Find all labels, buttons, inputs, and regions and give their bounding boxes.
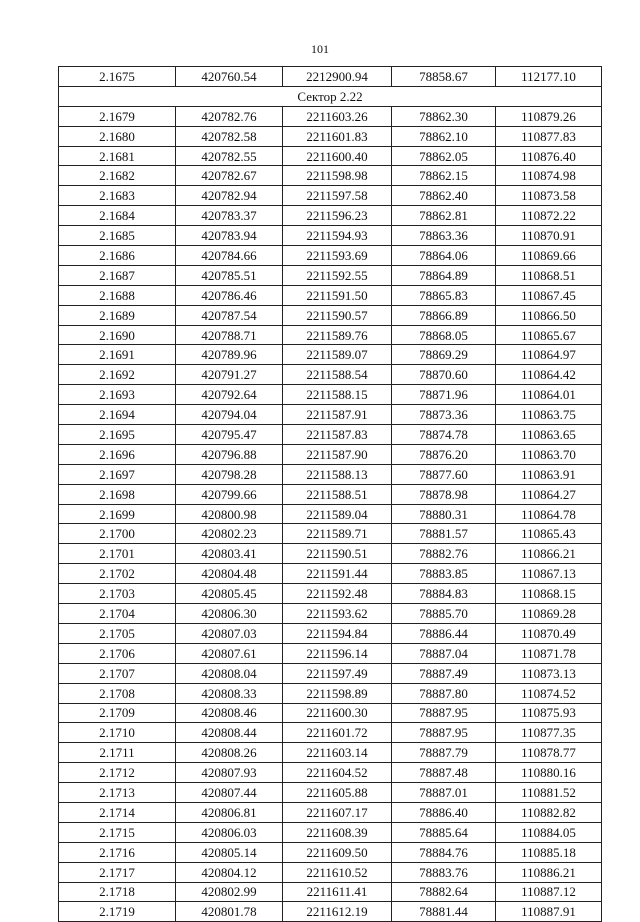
point-id-cell: 2.1679 (59, 106, 176, 126)
coord-y-cell: 2211593.69 (283, 246, 392, 266)
coord-x-cell: 420807.03 (176, 623, 283, 643)
coord-y-cell: 2211589.76 (283, 325, 392, 345)
table-row (59, 484, 602, 504)
coord-x-cell: 420804.48 (176, 564, 283, 584)
coord-y-cell: 2211590.51 (283, 544, 392, 564)
point-id-cell: 2.1705 (59, 623, 176, 643)
coord-y-cell: 2211589.04 (283, 504, 392, 524)
local-y-cell: 110864.78 (496, 504, 602, 524)
table-row (59, 444, 602, 464)
table-row (59, 604, 602, 624)
coord-y-cell: 2211593.62 (283, 604, 392, 624)
coord-y-cell: 2211601.72 (283, 723, 392, 743)
local-y-cell: 110878.77 (496, 743, 602, 763)
coord-y-cell: 2211588.51 (283, 484, 392, 504)
table-row (59, 365, 602, 385)
local-y-cell: 110865.43 (496, 524, 602, 544)
local-y-cell: 110886.21 (496, 862, 602, 882)
local-x-cell: 78866.89 (392, 305, 496, 325)
local-x-cell: 78887.01 (392, 783, 496, 803)
coord-y-cell: 2211608.39 (283, 822, 392, 842)
point-id-cell: 2.1693 (59, 385, 176, 405)
coord-y-cell: 2211603.26 (283, 106, 392, 126)
page-number: 101 (311, 42, 329, 56)
coord-x-cell: 420803.41 (176, 544, 283, 564)
point-id-cell: 2.1709 (59, 703, 176, 723)
table-row (59, 703, 602, 723)
local-y-cell: 110879.26 (496, 106, 602, 126)
local-x-cell: 78870.60 (392, 365, 496, 385)
local-y-cell: 110880.16 (496, 763, 602, 783)
coord-x-cell: 420783.94 (176, 226, 283, 246)
coord-x-cell: 420782.67 (176, 166, 283, 186)
coord-x-cell: 420808.46 (176, 703, 283, 723)
coord-y-cell: 2211612.19 (283, 902, 392, 922)
point-id-cell: 2.1717 (59, 862, 176, 882)
point-id-cell: 2.1715 (59, 822, 176, 842)
table-row (59, 464, 602, 484)
local-y-cell: 110871.78 (496, 643, 602, 663)
local-x-cell: 78862.05 (392, 146, 496, 166)
point-id-cell: 2.1703 (59, 584, 176, 604)
local-y-cell: 110870.91 (496, 226, 602, 246)
table-row (59, 584, 602, 604)
point-id-cell: 2.1696 (59, 444, 176, 464)
local-x-cell: 78881.44 (392, 902, 496, 922)
coord-x-cell: 420808.04 (176, 663, 283, 683)
point-id-cell: 2.1684 (59, 206, 176, 226)
table-row (59, 623, 602, 643)
local-x-cell: 78887.49 (392, 663, 496, 683)
point-id-cell: 2.1699 (59, 504, 176, 524)
coord-y-cell: 2211591.50 (283, 285, 392, 305)
table-row (59, 524, 602, 544)
local-y-cell: 110865.67 (496, 325, 602, 345)
table-row (59, 763, 602, 783)
coord-x-cell: 420784.66 (176, 246, 283, 266)
local-y-cell: 110870.49 (496, 623, 602, 643)
local-x-cell: 78886.40 (392, 802, 496, 822)
table-row (59, 325, 602, 345)
coord-x-cell: 420808.44 (176, 723, 283, 743)
local-x-cell: 78882.64 (392, 882, 496, 902)
local-y-cell: 110863.70 (496, 444, 602, 464)
coord-y-cell: 2211597.49 (283, 663, 392, 683)
coord-x-cell: 420808.33 (176, 683, 283, 703)
point-id-cell: 2.1683 (59, 186, 176, 206)
sector-label: Сектор 2.22 (59, 86, 602, 106)
coord-y-cell: 2211604.52 (283, 763, 392, 783)
local-x-cell: 78882.76 (392, 544, 496, 564)
table-row (59, 743, 602, 763)
local-y-cell: 110873.13 (496, 663, 602, 683)
local-y-cell: 110877.83 (496, 126, 602, 146)
coord-y-cell: 2211597.58 (283, 186, 392, 206)
coord-y-cell: 2211596.23 (283, 206, 392, 226)
coord-x-cell: 420788.71 (176, 325, 283, 345)
coord-y-cell: 2211594.84 (283, 623, 392, 643)
local-x-cell: 78873.36 (392, 405, 496, 425)
local-x-cell: 78862.15 (392, 166, 496, 186)
table-row (59, 146, 602, 166)
local-y-cell: 110868.51 (496, 265, 602, 285)
local-x-cell: 78885.70 (392, 604, 496, 624)
coord-x-cell: 420782.94 (176, 186, 283, 206)
local-y-cell: 110876.40 (496, 146, 602, 166)
table-row (59, 862, 602, 882)
coord-x-cell: 420805.14 (176, 842, 283, 862)
coord-y-cell: 2211592.55 (283, 265, 392, 285)
point-id-cell: 2.1687 (59, 265, 176, 285)
coord-x-cell: 420796.88 (176, 444, 283, 464)
coord-x-cell: 420794.04 (176, 405, 283, 425)
local-x-cell: 78864.06 (392, 246, 496, 266)
coord-x-cell: 420789.96 (176, 345, 283, 365)
local-y-cell: 110867.45 (496, 285, 602, 305)
point-id-cell: 2.1711 (59, 743, 176, 763)
coord-y-cell: 2211592.48 (283, 584, 392, 604)
local-y-cell: 110863.75 (496, 405, 602, 425)
local-y-cell: 110874.52 (496, 683, 602, 703)
point-id-cell: 2.1716 (59, 842, 176, 862)
point-id-cell: 2.1691 (59, 345, 176, 365)
table-row (59, 385, 602, 405)
local-y-cell: 110866.21 (496, 544, 602, 564)
local-x-cell: 78880.31 (392, 504, 496, 524)
point-id-cell: 2.1701 (59, 544, 176, 564)
point-id-cell: 2.1695 (59, 425, 176, 445)
local-y-cell: 110864.27 (496, 484, 602, 504)
local-y-cell: 110868.15 (496, 584, 602, 604)
coord-y-cell: 2211588.13 (283, 464, 392, 484)
coord-x-cell: 420802.23 (176, 524, 283, 544)
local-y-cell: 110863.91 (496, 464, 602, 484)
table-row (59, 842, 602, 862)
local-x-cell: 78862.30 (392, 106, 496, 126)
point-id-cell: 2.1697 (59, 464, 176, 484)
local-y-cell: 112177.10 (496, 67, 602, 87)
table-row (59, 186, 602, 206)
local-x-cell: 78884.83 (392, 584, 496, 604)
local-x-cell: 78862.81 (392, 206, 496, 226)
coord-x-cell: 420787.54 (176, 305, 283, 325)
local-x-cell: 78887.95 (392, 723, 496, 743)
local-y-cell: 110866.50 (496, 305, 602, 325)
point-id-cell: 2.1680 (59, 126, 176, 146)
table-row (59, 206, 602, 226)
local-x-cell: 78868.05 (392, 325, 496, 345)
table-row (59, 643, 602, 663)
coord-x-cell: 420806.03 (176, 822, 283, 842)
coord-y-cell: 2211588.54 (283, 365, 392, 385)
coord-x-cell: 420795.47 (176, 425, 283, 445)
coord-x-cell: 420802.99 (176, 882, 283, 902)
table-row (59, 345, 602, 365)
coord-x-cell: 420807.44 (176, 783, 283, 803)
coord-y-cell: 2211590.57 (283, 305, 392, 325)
coord-x-cell: 420782.55 (176, 146, 283, 166)
point-id-cell: 2.1685 (59, 226, 176, 246)
local-x-cell: 78887.95 (392, 703, 496, 723)
point-id-cell: 2.1702 (59, 564, 176, 584)
table-row (59, 166, 602, 186)
coord-x-cell: 420808.26 (176, 743, 283, 763)
coord-y-cell: 2211601.83 (283, 126, 392, 146)
local-y-cell: 110864.01 (496, 385, 602, 405)
point-id-cell: 2.1712 (59, 763, 176, 783)
coord-x-cell: 420798.28 (176, 464, 283, 484)
coord-x-cell: 420801.78 (176, 902, 283, 922)
table-row (59, 246, 602, 266)
coord-y-cell: 2211596.14 (283, 643, 392, 663)
coord-x-cell: 420791.27 (176, 365, 283, 385)
coord-y-cell: 2211600.30 (283, 703, 392, 723)
point-id-cell: 2.1704 (59, 604, 176, 624)
point-id-cell: 2.1692 (59, 365, 176, 385)
coord-x-cell: 420782.76 (176, 106, 283, 126)
table-row (59, 226, 602, 246)
local-y-cell: 110887.91 (496, 902, 602, 922)
coord-x-cell: 420785.51 (176, 265, 283, 285)
local-x-cell: 78877.60 (392, 464, 496, 484)
table-row (59, 265, 602, 285)
local-y-cell: 110863.65 (496, 425, 602, 445)
local-y-cell: 110885.18 (496, 842, 602, 862)
local-x-cell: 78883.76 (392, 862, 496, 882)
table-row (59, 425, 602, 445)
coord-x-cell: 420804.12 (176, 862, 283, 882)
coord-y-cell: 2211600.40 (283, 146, 392, 166)
table-row (59, 106, 602, 126)
local-x-cell: 78871.96 (392, 385, 496, 405)
coord-y-cell: 2211589.07 (283, 345, 392, 365)
coord-y-cell: 2211603.14 (283, 743, 392, 763)
local-y-cell: 110882.82 (496, 802, 602, 822)
coord-x-cell: 420760.54 (176, 67, 283, 87)
table-row (59, 126, 602, 146)
table-row (59, 683, 602, 703)
local-x-cell: 78886.44 (392, 623, 496, 643)
local-y-cell: 110875.93 (496, 703, 602, 723)
coord-x-cell: 420800.98 (176, 504, 283, 524)
point-id-cell: 2.1714 (59, 802, 176, 822)
local-x-cell: 78863.36 (392, 226, 496, 246)
local-x-cell: 78885.64 (392, 822, 496, 842)
coord-x-cell: 420799.66 (176, 484, 283, 504)
sector-header-row (59, 86, 602, 106)
table-body (59, 67, 602, 922)
local-x-cell: 78887.04 (392, 643, 496, 663)
point-id-cell: 2.1719 (59, 902, 176, 922)
coord-y-cell: 2211587.90 (283, 444, 392, 464)
table-row (59, 663, 602, 683)
point-id-cell: 2.1689 (59, 305, 176, 325)
coord-y-cell: 2211611.41 (283, 882, 392, 902)
point-id-cell: 2.1710 (59, 723, 176, 743)
coord-x-cell: 420807.61 (176, 643, 283, 663)
point-id-cell: 2.1713 (59, 783, 176, 803)
table-row (59, 802, 602, 822)
local-x-cell: 78887.48 (392, 763, 496, 783)
coord-y-cell: 2211609.50 (283, 842, 392, 862)
coord-x-cell: 420806.81 (176, 802, 283, 822)
local-x-cell: 78883.85 (392, 564, 496, 584)
coord-y-cell: 2211587.83 (283, 425, 392, 445)
local-y-cell: 110873.58 (496, 186, 602, 206)
coord-x-cell: 420806.30 (176, 604, 283, 624)
coord-y-cell: 2211598.89 (283, 683, 392, 703)
local-y-cell: 110877.35 (496, 723, 602, 743)
coord-x-cell: 420805.45 (176, 584, 283, 604)
local-x-cell: 78874.78 (392, 425, 496, 445)
coord-x-cell: 420782.58 (176, 126, 283, 146)
point-id-cell: 2.1698 (59, 484, 176, 504)
coord-y-cell: 2211607.17 (283, 802, 392, 822)
local-x-cell: 78862.40 (392, 186, 496, 206)
point-id-cell: 2.1681 (59, 146, 176, 166)
local-x-cell: 78887.80 (392, 683, 496, 703)
coord-y-cell: 2211598.98 (283, 166, 392, 186)
table-row (59, 783, 602, 803)
local-y-cell: 110864.42 (496, 365, 602, 385)
table-row (59, 405, 602, 425)
coord-y-cell: 2211594.93 (283, 226, 392, 246)
table-row (59, 564, 602, 584)
table-row (59, 822, 602, 842)
coord-x-cell: 420786.46 (176, 285, 283, 305)
coord-y-cell: 2211610.52 (283, 862, 392, 882)
local-x-cell: 78878.98 (392, 484, 496, 504)
local-y-cell: 110887.12 (496, 882, 602, 902)
table-row (59, 504, 602, 524)
table-row (59, 544, 602, 564)
local-x-cell: 78876.20 (392, 444, 496, 464)
local-y-cell: 110869.66 (496, 246, 602, 266)
local-y-cell: 110872.22 (496, 206, 602, 226)
local-x-cell: 78869.29 (392, 345, 496, 365)
local-y-cell: 110867.13 (496, 564, 602, 584)
local-y-cell: 110881.52 (496, 783, 602, 803)
coord-y-cell: 2211591.44 (283, 564, 392, 584)
local-y-cell: 110864.97 (496, 345, 602, 365)
coord-y-cell: 2211588.15 (283, 385, 392, 405)
coord-y-cell: 2211587.91 (283, 405, 392, 425)
point-id-cell: 2.1700 (59, 524, 176, 544)
point-id-cell: 2.1686 (59, 246, 176, 266)
coord-x-cell: 420807.93 (176, 763, 283, 783)
local-x-cell: 78865.83 (392, 285, 496, 305)
point-id-cell: 2.1690 (59, 325, 176, 345)
local-y-cell: 110874.98 (496, 166, 602, 186)
local-x-cell: 78884.76 (392, 842, 496, 862)
point-id-cell: 2.1707 (59, 663, 176, 683)
local-x-cell: 78887.79 (392, 743, 496, 763)
point-id-cell: 2.1688 (59, 285, 176, 305)
point-id-cell: 2.1706 (59, 643, 176, 663)
local-y-cell: 110869.28 (496, 604, 602, 624)
local-x-cell: 78864.89 (392, 265, 496, 285)
table-row (59, 882, 602, 902)
table-row (59, 285, 602, 305)
coordinates-table (58, 66, 602, 922)
coord-y-cell: 2211605.88 (283, 783, 392, 803)
point-id-cell: 2.1718 (59, 882, 176, 902)
local-y-cell: 110884.05 (496, 822, 602, 842)
table-row (59, 305, 602, 325)
point-id-cell: 2.1675 (59, 67, 176, 87)
point-id-cell: 2.1694 (59, 405, 176, 425)
coord-x-cell: 420783.37 (176, 206, 283, 226)
table-row (59, 723, 602, 743)
local-x-cell: 78881.57 (392, 524, 496, 544)
coord-y-cell: 2212900.94 (283, 67, 392, 87)
local-x-cell: 78862.10 (392, 126, 496, 146)
point-id-cell: 2.1708 (59, 683, 176, 703)
point-id-cell: 2.1682 (59, 166, 176, 186)
table-row (59, 67, 602, 87)
coord-x-cell: 420792.64 (176, 385, 283, 405)
coord-y-cell: 2211589.71 (283, 524, 392, 544)
local-x-cell: 78858.67 (392, 67, 496, 87)
